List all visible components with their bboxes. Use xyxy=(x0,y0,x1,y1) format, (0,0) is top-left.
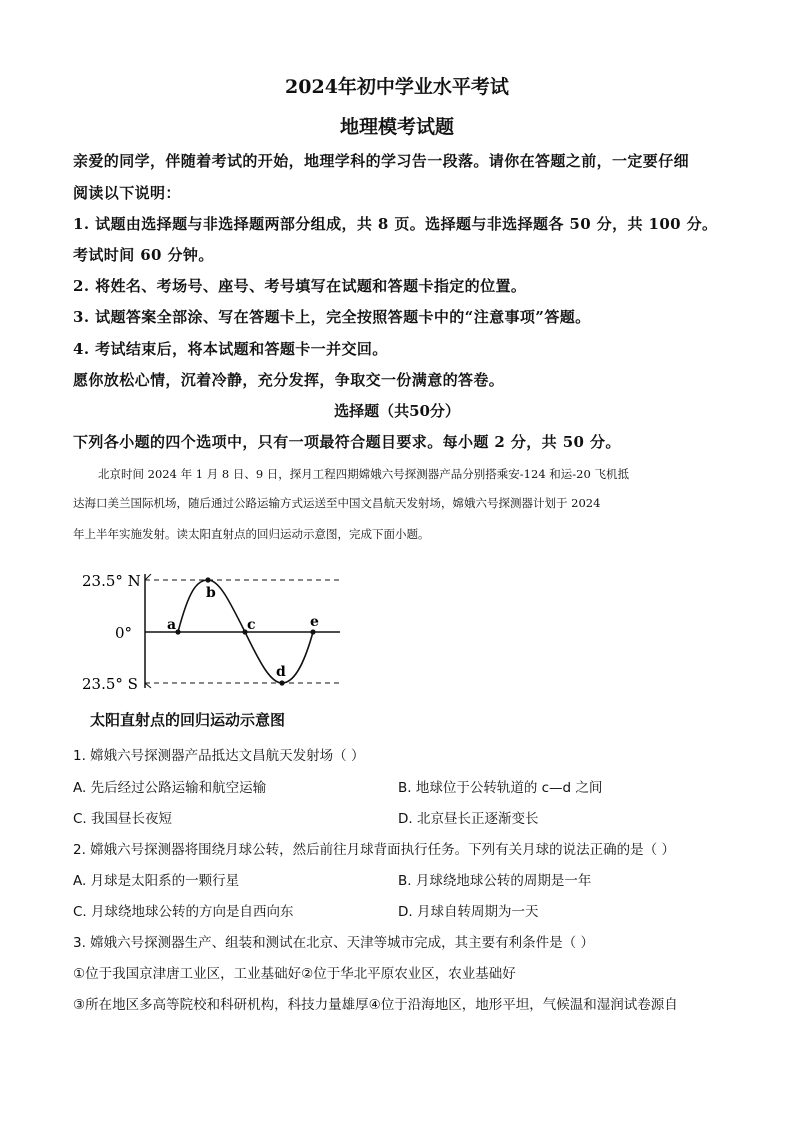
section-heading: 选择题（共50分） xyxy=(334,402,460,420)
instruction-item-1-cont: 考试时间 60 分钟。 xyxy=(73,246,214,264)
point-label-a: a xyxy=(167,617,177,633)
exam-title: 2024年初中学业水平考试 xyxy=(285,76,509,98)
question-1-option-d[interactable]: D. 北京昼长正逐渐变长 xyxy=(398,811,539,827)
point-b xyxy=(205,577,210,582)
question-1-option-b[interactable]: B. 地球位于公转轨道的 c—d 之间 xyxy=(398,780,603,796)
passage-line-2: 达海口美兰国际机场，随后通过公路运输方式运送至中国文昌航天发射场，嫦娥六号探测器计划于 2024 xyxy=(73,496,601,510)
question-3-statement-2: ③所在地区多高等院校和科研机构，科技力量雄厚④位于沿海地区，地形平坦，气候温和湿润试卷源自 xyxy=(73,997,678,1013)
label-23-5-south: 23.5° S xyxy=(82,675,138,693)
question-3-statement-1: ①位于我国京津唐工业区，工业基础好②位于华北平原农业区，农业基础好 xyxy=(73,966,516,982)
question-2-option-d[interactable]: D. 月球自转周期为一天 xyxy=(398,904,539,920)
question-2-option-c[interactable]: C. 月球绕地球公转的方向是自西向东 xyxy=(73,904,294,920)
question-2-stem: 2. 嫦娥六号探测器将围绕月球公转，然后前往月球背面执行任务。下列有关月球的说法正确的是（ ） xyxy=(73,842,675,858)
instruction-intro-2: 阅读以下说明： xyxy=(73,184,181,202)
label-equator: 0° xyxy=(115,624,133,642)
point-label-b: b xyxy=(206,585,216,601)
label-23-5-north: 23.5° N xyxy=(82,572,141,590)
point-a xyxy=(175,629,180,634)
question-1-option-a[interactable]: A. 先后经过公路运输和航空运输 xyxy=(73,780,267,796)
axis-ticks xyxy=(145,574,151,688)
point-label-c: c xyxy=(247,617,256,633)
exam-subtitle: 地理模考试题 xyxy=(339,116,454,138)
passage-line-3: 年上半年实施发射。读太阳直射点的回归运动示意图，完成下面小题。 xyxy=(73,527,430,541)
question-1-option-c[interactable]: C. 我国昼长夜短 xyxy=(73,811,173,827)
passage-line-1: 北京时间 2024 年 1 月 8 日、9 日，探月工程四期嫦娥六号探测器产品分别搭乘安-124 和运-20 飞机抵 xyxy=(98,467,629,481)
instruction-closing: 愿你放松心情，沉着冷静，充分发挥，争取交一份满意的答卷。 xyxy=(73,371,505,389)
instruction-intro-1: 亲爱的同学，伴随着考试的开始，地理学科的学习告一段落。请你在答题之前，一定要仔细 xyxy=(73,152,690,170)
point-label-d: d xyxy=(276,664,286,680)
point-d xyxy=(279,680,284,685)
section-directions: 下列各小题的四个选项中，只有一项最符合题目要求。每小题 2 分，共 50 分。 xyxy=(73,433,621,451)
instruction-item-1: 1. 试题由选择题与非选择题两部分组成，共 8 页。选择题与非选择题各 50 分，共 100 分。 xyxy=(73,215,718,233)
question-2-option-a[interactable]: A. 月球是太阳系的一颗行星 xyxy=(73,873,240,889)
question-3-stem: 3. 嫦娥六号探测器生产、组装和测试在北京、天津等城市完成，其主要有利条件是（ ） xyxy=(73,935,594,951)
figure-caption: 太阳直射点的回归运动示意图 xyxy=(90,711,286,729)
point-e xyxy=(310,629,315,634)
instruction-item-2: 2. 将姓名、考场号、座号、考号填写在试题和答题卡指定的位置。 xyxy=(73,277,527,295)
instruction-item-3: 3. 试题答案全部涂、写在答题卡上，完全按照答题卡中的“注意事项”答题。 xyxy=(73,308,591,326)
question-1-stem: 1. 嫦娥六号探测器产品抵达文昌航天发射场（ ） xyxy=(73,748,365,764)
point-label-e: e xyxy=(310,614,319,630)
question-2-option-b[interactable]: B. 月球绕地球公转的周期是一年 xyxy=(398,873,592,889)
instruction-item-4: 4. 考试结束后，将本试题和答题卡一并交回。 xyxy=(73,340,388,358)
